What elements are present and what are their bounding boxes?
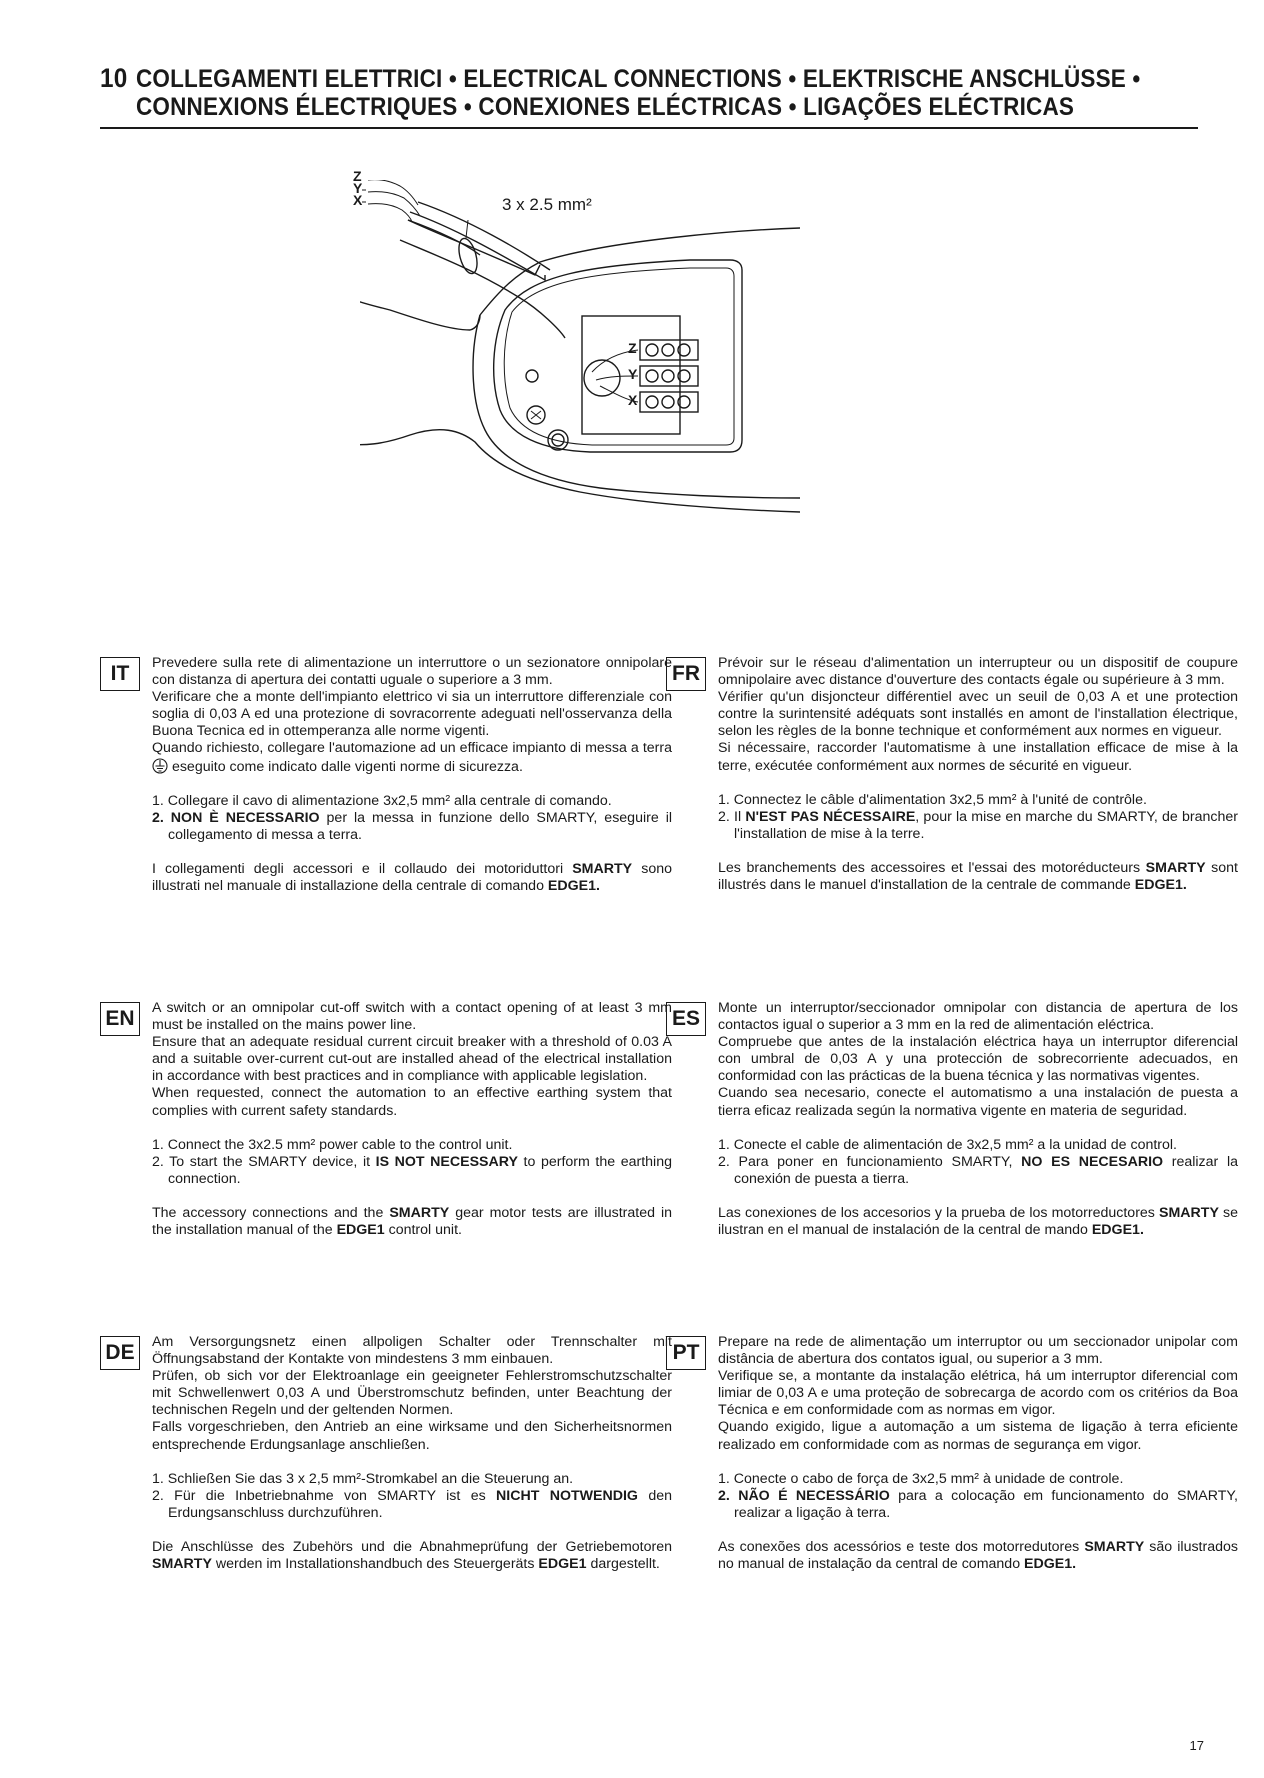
it-list-2: 2. NON È NECESSARIO per la messa in funzione dello SMARTY, eseguire il collegamento di messa a terra.: [152, 809, 672, 843]
pt-p1: Prepare na rede de alimentação um interruptor ou um seccionador unipolar com distância de abertura dos contatos igual, ou superior a 3 mm.: [718, 1334, 1238, 1368]
pt-p3: Quando exigido, ligue a automação a um sistema de ligação à terra eficiente realizado em conformidade com as normas de segurança em vigor.: [718, 1419, 1238, 1453]
text-de: [152, 1334, 672, 1573]
fr-p4: Les branchements des accessoires et l'essai des motoréducteurs SMARTY sont illustrés dans le manuel d'installation de la centrale de commande EDGE1.: [718, 859, 1238, 894]
it-p2: Verificare che a monte dell'impianto elettrico vi sia un interruttore differenziale con soglia di 0,03 A ed una protezione di sovracorrente adeguati nell'osservanza della Buona Tecnica ed in ottemperanza alle norme vigenti.: [152, 689, 672, 740]
fr-p3: Si nécessaire, raccorder l'automatisme à une installation efficace de mise à la terre, exécutée conformément aux normes de sécurité en vigueur.: [718, 740, 1238, 774]
text-en: [152, 1000, 672, 1239]
lang-badge-de: DE: [100, 1336, 140, 1370]
wiring-diagram-illustration: [360, 180, 920, 600]
fr-list-2: 2. Il N'EST PAS NÉCESSAIRE, pour la mise en marche du SMARTY, de brancher l'installation de mise à la terre.: [718, 808, 1239, 842]
en-p1: A switch or an omnipolar cut-off switch with a contact opening of at least 3 mm must be installed on the mains power line.: [152, 1000, 672, 1034]
es-p2: Compruebe que antes de la instalación eléctrica haya un interruptor diferencial con umbral de 0,03 A y una protección de sobrecorriente adecuados, en conformidad con las prácticas de la buena técnica y las normativas vigentes.: [718, 1034, 1238, 1085]
pt-list-2: 2. NÃO É NECESSÁRIO para a colocação em funcionamento do SMARTY, realizar a ligação à terra.: [718, 1487, 1238, 1521]
es-p1: Monte un interruptor/seccionador omnipolar con distancia de apertura de los contactos igual o superior a 3 mm en la red de alimentación eléctrica.: [718, 1000, 1238, 1034]
es-p4: Las conexiones de los accesorios y la prueba de los motorreductores SMARTY se ilustran en el manual de instalación de la central de mando EDGE1.: [718, 1204, 1238, 1239]
it-p1: Prevedere sulla rete di alimentazione un interruttore o un sezionatore onnipolare con distanza di apertura dei contatti uguale o superiore a 3 mm.: [152, 655, 672, 689]
lang-badge-fr: FR: [666, 657, 706, 691]
en-list-1: 1. Connect the 3x2.5 mm² power cable to the control unit.: [152, 1136, 513, 1153]
text-pt: [718, 1334, 1238, 1573]
header-line-1: [100, 63, 1141, 93]
de-list-2: 2. Für die Inbetriebnahme von SMARTY ist es NICHT NOTWENDIG den Erdungsanschluss durchzuführen.: [152, 1487, 672, 1521]
header-title-2: CONNEXIONS ÉLECTRIQUES • CONEXIONES ELÉCTRICAS • LIGAÇÕES ELÉCTRICAS: [136, 93, 1075, 121]
fr-p1: Prévoir sur le réseau d'alimentation un interrupteur ou un dispositif de coupure omnipolaire avec distance d'ouverture des contacts égale ou supérieure à 3 mm.: [718, 655, 1238, 689]
section-number: 10: [100, 63, 128, 93]
pt-p2: Verifique se, a montante da instalação elétrica, há um interruptor diferencial com limiar de 0,03 A e uma proteção de sobrecarga de acordo com os critérios da Boa Técnica e em conformidade com as normas em vigor.: [718, 1368, 1238, 1419]
fr-p2: Vérifier qu'un disjoncteur différentiel avec un seuil de 0,03 A et une protection contre la surintensité adéquats sont installés en amont de l'installation électrique, selon les règles de la bonne technique et conformément aux normes en vigueur.: [718, 689, 1238, 740]
lang-badge-pt: PT: [666, 1336, 706, 1370]
cable-label: 3 x 2.5 mm²: [502, 195, 592, 214]
en-p4: The accessory connections and the SMARTY gear motor tests are illustrated in the installation manual of the EDGE1 control unit.: [152, 1204, 672, 1239]
de-list-1: 1. Schließen Sie das 3 x 2,5 mm²-Stromkabel an die Steuerung an.: [152, 1470, 574, 1487]
it-p3: Quando richiesto, collegare l'automazione ad un efficace impianto di messa a terra eseguito come indicato dalle vigenti norme di sicurezza.: [152, 740, 672, 775]
section-header: [100, 64, 1198, 129]
en-list-2: 2. To start the SMARTY device, it IS NOT NECESSARY to perform the earthing connection.: [152, 1153, 672, 1187]
it-list-1: 1. Collegare il cavo di alimentazione 3x2,5 mm² alla centrale di comando.: [152, 792, 612, 809]
lang-badge-es: ES: [666, 1002, 706, 1036]
text-it: [152, 655, 672, 895]
lang-badge-it: IT: [100, 657, 140, 691]
wiring-diagram: [353, 168, 920, 605]
en-p2: Ensure that an adequate residual current circuit breaker with a threshold of 0.03 A and a suitable over-current cut-out are installed ahead of the electrical installation in accordance with best practices and in compliance with applicable legislation.: [152, 1034, 672, 1085]
text-es: [718, 1000, 1238, 1239]
fr-list-1: 1. Connectez le câble d'alimentation 3x2,5 mm² à l'unité de contrôle.: [718, 791, 1147, 808]
earth-ground-icon: [152, 758, 168, 774]
page-number: 17: [1189, 1738, 1204, 1753]
es-p3: Cuando sea necesario, conecte el automatismo a una instalación de puesta a tierra eficaz realizada según la normativa vigente en materia de seguridad.: [718, 1085, 1238, 1119]
es-list-1: 1. Conecte el cable de alimentación de 3x2,5 mm² a la unidad de control.: [718, 1136, 1178, 1153]
es-list-2: 2. Para poner en funcionamiento SMARTY, NO ES NECESARIO realizar la conexión de puesta a tierra.: [718, 1153, 1238, 1187]
en-p3: When requested, connect the automation to an effective earthing system that complies with current safety standards.: [152, 1085, 672, 1119]
pt-p4: As conexões dos acessórios e teste dos motorredutores SMARTY são ilustrados no manual de instalação da central de comando EDGE1.: [718, 1538, 1238, 1573]
lang-badge-en: EN: [100, 1002, 140, 1036]
it-p4: I collegamenti degli accessori e il collaudo dei motoriduttori SMARTY sono illustrati nel manuale di installazione della centrale di comando EDGE1.: [152, 860, 672, 895]
wire-label-x: X: [353, 192, 363, 208]
de-p2: Prüfen, ob sich vor der Elektroanlage ein geeigneter Fehlerstromschutzschalter mit Schwellenwert 0,03 A und Überstromschutz befinden, unter Beachtung der technischen Regeln und der geltenden Normen.: [152, 1368, 672, 1419]
de-p4: Die Anschlüsse des Zubehörs und die Abnahmeprüfung der Getriebemotoren SMARTY werden im Installationshandbuch des Steuergeräts EDGE1 dargestellt.: [152, 1538, 672, 1573]
wire-label-z: Z: [353, 168, 362, 184]
de-p3: Falls vorgeschrieben, den Antrieb an eine wirksame und den Sicherheitsnormen entsprechende Erdungsanlage anschließen.: [152, 1419, 672, 1453]
pt-list-1: 1. Conecte o cabo de força de 3x2,5 mm² à unidade de controle.: [718, 1470, 1124, 1487]
header-title-1: COLLEGAMENTI ELETTRICI • ELECTRICAL CONNECTIONS • ELEKTRISCHE ANSCHLÜSSE •: [136, 65, 1141, 93]
wire-label-y: Y: [353, 180, 363, 196]
terminal-label-y: Y: [628, 366, 638, 382]
terminal-label-x: X: [628, 392, 638, 408]
terminal-label-z: Z: [628, 340, 637, 356]
de-p1: Am Versorgungsnetz einen allpoligen Schalter oder Trennschalter mit Öffnungsabstand der Kontakte von mindestens 3 mm einbauen.: [152, 1334, 672, 1368]
text-fr: [718, 655, 1238, 894]
